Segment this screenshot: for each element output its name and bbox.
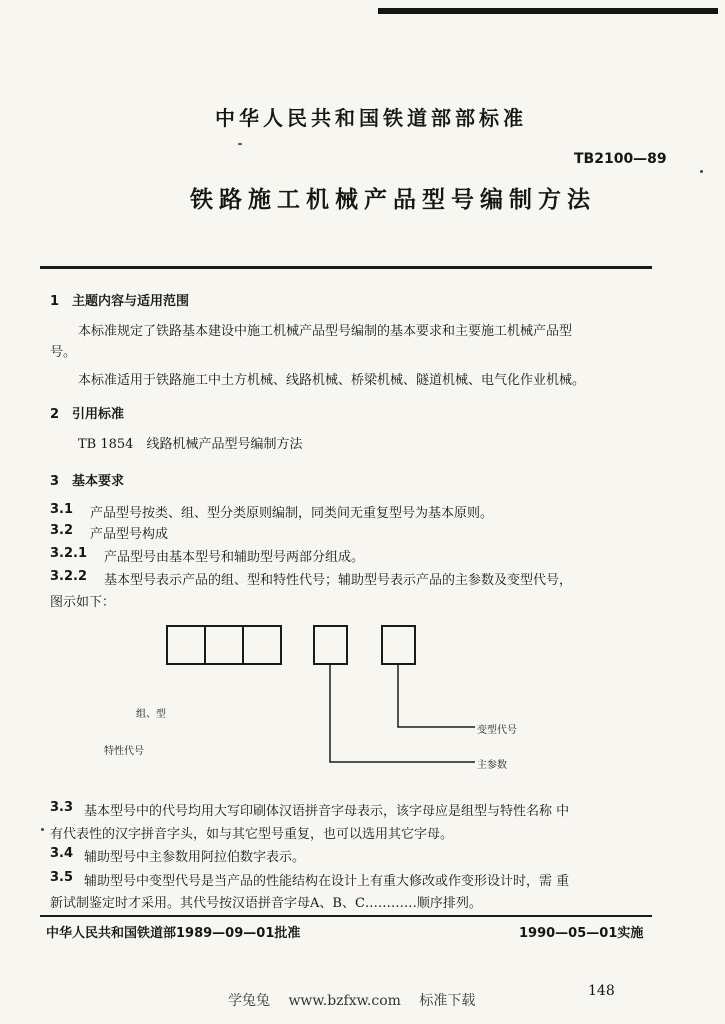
clause-3-1-number: 3.1 xyxy=(50,502,74,517)
label-feature-code: 特性代号 xyxy=(104,746,144,757)
code-box-1 xyxy=(167,626,205,664)
section-2-heading: 2 引用标准 xyxy=(50,407,125,422)
issuer-heading: 中华人民共和国铁道部部标准 xyxy=(215,106,527,130)
section-1-heading: 1 主题内容与适用范围 xyxy=(50,294,190,309)
code-box-3 xyxy=(243,626,281,664)
main-param-leader-line xyxy=(330,664,475,762)
clause-3-5-text-b: 新试制鉴定时才采用。其代号按汉语拼音字母A、B、C…………顺序排列。 xyxy=(50,896,482,911)
variant-leader-line xyxy=(398,664,475,727)
clause-3-3-number: 3.3 xyxy=(50,800,74,815)
scan-speck xyxy=(238,143,242,145)
label-group-type: 组、型 xyxy=(136,709,166,720)
clause-3-5-number: 3.5 xyxy=(50,870,74,885)
section-3-heading: 3 基本要求 xyxy=(50,474,125,489)
clause-3-2-2-number: 3.2.2 xyxy=(50,569,88,584)
clause-3-3-text-a: 基本型号中的代号均用大写印刷体汉语拼音字母表示，该字母应是组型与特性名称 中 xyxy=(84,804,570,819)
clause-3-2-1-text: 产品型号由基本型号和辅助型号两部分组成。 xyxy=(104,550,365,565)
label-variant-code: 变型代号 xyxy=(477,725,517,736)
clause-3-2-2-text-a: 基本型号表示产品的组、型和特性代号；辅助型号表示产品的主参数及变型代号， xyxy=(104,573,573,588)
standard-number: TB2100—89 xyxy=(574,151,667,167)
clause-3-4-text: 辅助型号中主参数用阿拉伯数字表示。 xyxy=(84,850,306,865)
code-box-variant xyxy=(382,626,415,664)
effective-date: 1990—05—01实施 xyxy=(519,926,644,941)
clause-3-2-1-number: 3.2.1 xyxy=(50,546,88,561)
code-box-main-param xyxy=(314,626,347,664)
clause-3-1-text: 产品型号按类、组、型分类原则编制，同类间无重复型号为基本原则。 xyxy=(90,506,494,521)
clause-3-2-text: 产品型号构成 xyxy=(90,527,169,542)
clause-3-2-number: 3.2 xyxy=(50,523,74,538)
section-1-para-2: 本标准适用于铁路施工中土方机械、线路机械、桥梁机械、隧道机械、电气化作业机械。 xyxy=(78,373,586,388)
scan-speck xyxy=(41,828,44,831)
footer-divider xyxy=(40,915,652,917)
clause-3-3-text-b: 有代表性的汉字拼音字头，如与其它型号重复，也可以选用其它字母。 xyxy=(50,827,454,842)
document-title: 铁路施工机械产品型号编制方法 xyxy=(190,187,596,213)
reference-standard: TB 1854 线路机械产品型号编制方法 xyxy=(78,437,303,452)
watermark-text: 学兔兔 www.bzfxw.com 标准下载 xyxy=(228,993,476,1009)
clause-3-4-number: 3.4 xyxy=(50,846,74,861)
page-number: 148 xyxy=(588,983,615,999)
label-main-param: 主参数 xyxy=(477,760,507,771)
clause-3-2-2-text-b: 图示如下： xyxy=(50,595,116,610)
section-1-para-1b: 号。 xyxy=(50,345,77,360)
clause-3-5-text-a: 辅助型号中变型代号是当产品的性能结构在设计上有重大修改或作变形设计时，需 重 xyxy=(84,874,570,889)
section-1-para-1a: 本标准规定了铁路基本建设中施工机械产品型号编制的基本要求和主要施工机械产品型 xyxy=(78,324,573,339)
code-box-2 xyxy=(205,626,243,664)
scan-speck xyxy=(700,170,703,173)
approval-date: 中华人民共和国铁道部1989—09—01批准 xyxy=(46,926,301,941)
